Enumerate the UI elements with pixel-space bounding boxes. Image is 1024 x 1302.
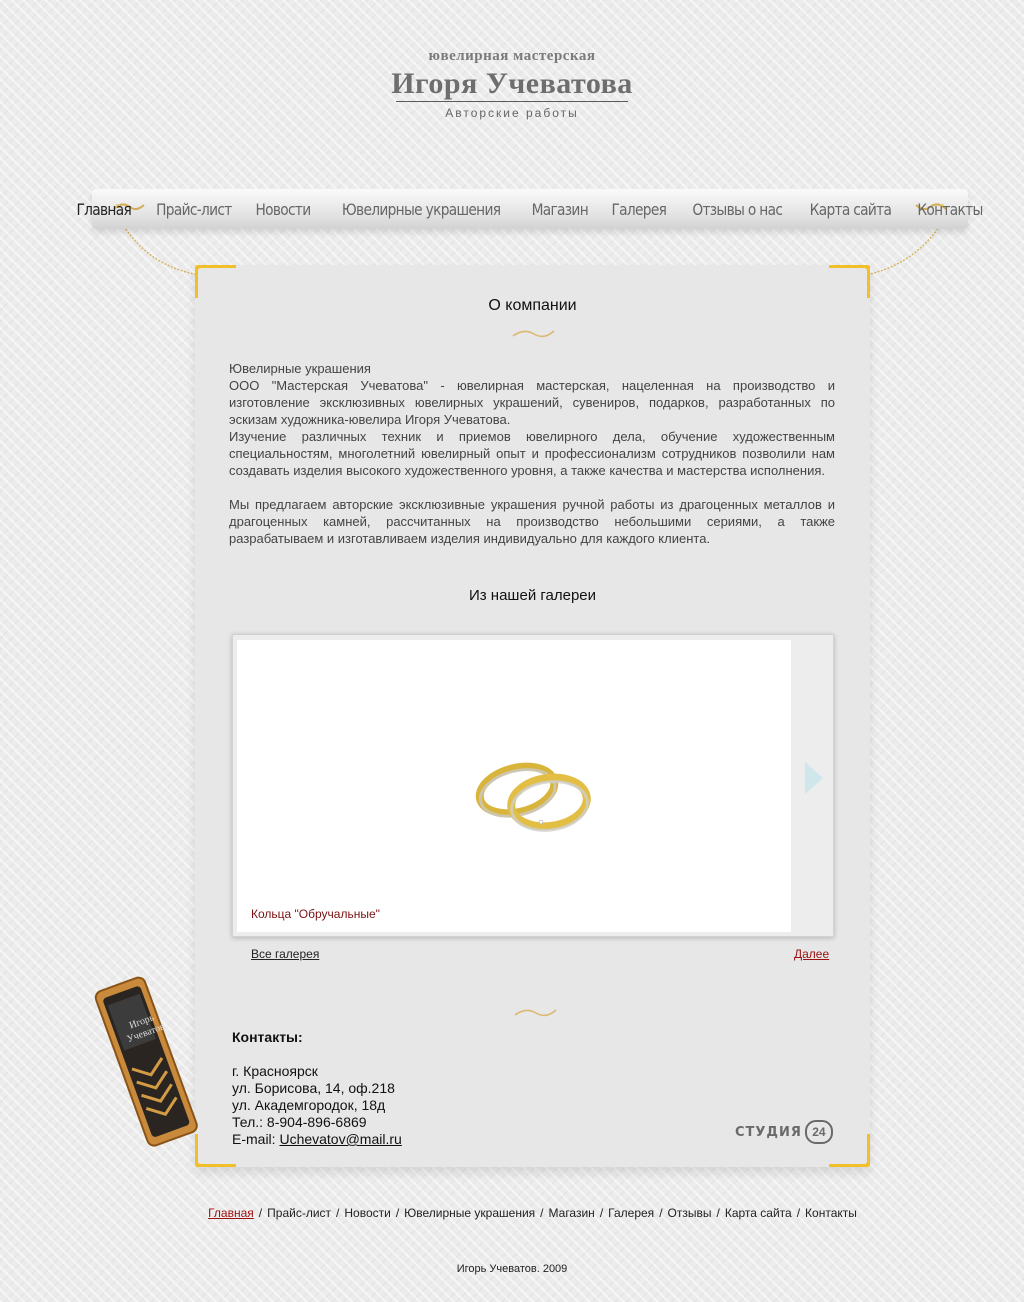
footer-link-contacts[interactable]: Контакты: [805, 1206, 857, 1220]
footer-link-home[interactable]: Главная: [208, 1206, 254, 1220]
intro-paragraph: Изучение различных техник и приемов ювелирного дела, обучение художественным специальностям, многолетний ювелирный опыт и профессионализм сотрудников позволили нам создавать изделия высокого художественного уровня, а также качества и мастерства исполнения.: [229, 429, 835, 478]
footer-link-reviews[interactable]: Отзывы: [667, 1206, 712, 1220]
contacts-block: [232, 1063, 402, 1148]
gold-chains: [0, 0, 1024, 300]
corner-bottom-left-icon: [195, 1133, 237, 1167]
footer-link-price-list[interactable]: Прайс-лист: [267, 1206, 332, 1220]
footer-separator: /: [716, 1206, 720, 1220]
corner-top-right-icon: [828, 265, 870, 299]
email-label: E-mail:: [232, 1131, 280, 1147]
contact-city: г. Красноярск: [232, 1063, 318, 1079]
contacts-title: Контакты:: [232, 1029, 303, 1045]
logo-subtitle: ювелирная мастерская: [428, 48, 596, 64]
footer-link-sitemap[interactable]: Карта сайта: [724, 1206, 792, 1220]
footer-separator: /: [599, 1206, 604, 1220]
footer-separator: /: [395, 1206, 400, 1220]
nav-gallery[interactable]: Галерея: [611, 199, 667, 219]
logo-title: Игоря Учеватова: [391, 67, 633, 100]
gallery-title: Из нашей галереи: [468, 587, 597, 604]
phone-engraving: Игорь Учеватов: [125, 1012, 167, 1046]
footer-separator: /: [796, 1206, 801, 1220]
divider-swirl-icon: [510, 327, 556, 341]
footer-link-news[interactable]: Новости: [344, 1206, 391, 1220]
footer-link-jewelry[interactable]: Ювелирные украшения: [404, 1206, 536, 1220]
phone-image: [90, 966, 200, 1161]
footer-separator: /: [336, 1206, 340, 1220]
footer-link-shop[interactable]: Магазин: [548, 1206, 595, 1220]
intro-text: [229, 360, 835, 547]
contact-address: ул. Борисова, 14, оф.218: [232, 1080, 395, 1096]
nav-price-list[interactable]: Прайс-лист: [155, 199, 232, 219]
copyright: Игорь Учеватов. 2009: [456, 1263, 568, 1275]
nav-news[interactable]: Новости: [255, 199, 311, 219]
footer-link-gallery[interactable]: Галерея: [608, 1206, 655, 1220]
footer-separator: /: [258, 1206, 263, 1220]
section-title: О компании: [488, 297, 577, 314]
contact-address: ул. Академгородок, 18д: [232, 1097, 386, 1113]
nav-jewelry[interactable]: Ювелирные украшения: [342, 199, 501, 219]
gallery-next-link[interactable]: Далее: [794, 947, 830, 961]
main-nav: [76, 197, 983, 221]
wedding-rings-image: [469, 750, 599, 840]
logo-tagline: Авторские работы: [445, 106, 579, 120]
gallery-caption: Кольца "Обручальные": [251, 907, 380, 921]
nav-contacts[interactable]: Контакты: [917, 199, 983, 219]
nav-reviews[interactable]: Отзывы о нас: [691, 199, 782, 219]
contact-email-row: [232, 1131, 402, 1148]
intro-heading: Ювелирные украшения: [229, 361, 371, 376]
divider-swirl-icon: [512, 1006, 558, 1020]
studio-logo[interactable]: [735, 1120, 833, 1144]
all-gallery-link[interactable]: Все галерея: [251, 947, 320, 961]
nav-sitemap[interactable]: Карта сайта: [809, 199, 892, 219]
intro-paragraph: Мы предлагаем авторские эксклюзивные украшения ручной работы из драгоценных металлов и драгоценных камней, рассчитанных на производство небольшими сериями, а также разрабатываем и изготавливаем изделия индивидуально для каждого клиента.: [229, 497, 835, 546]
studio-name: СТУДИЯ: [735, 1124, 802, 1140]
contact-phone: Тел.: 8-904-896-6869: [232, 1114, 367, 1130]
nav-home[interactable]: Главная: [76, 199, 132, 219]
email-link[interactable]: Uchevatov@mail.ru: [279, 1131, 402, 1147]
gallery-image[interactable]: [237, 640, 791, 932]
footer-separator: /: [659, 1206, 663, 1220]
intro-paragraph: ООО "Мастерская Учеватова" - ювелирная мастерская, нацеленная на производство и изготовление эксклюзивных ювелирных украшений, сувениров, подарков, разработанных по эскизам художника-ювелира Игоря Учеватова.: [229, 378, 835, 427]
footer-separator: /: [540, 1206, 544, 1220]
gallery-next-arrow-icon[interactable]: [802, 760, 826, 796]
studio-number: 24: [805, 1120, 833, 1144]
corner-bottom-right-icon: [828, 1133, 870, 1167]
nav-shop[interactable]: Магазин: [531, 199, 589, 219]
corner-top-left-icon: [195, 265, 237, 299]
footer-nav: [195, 1206, 870, 1220]
